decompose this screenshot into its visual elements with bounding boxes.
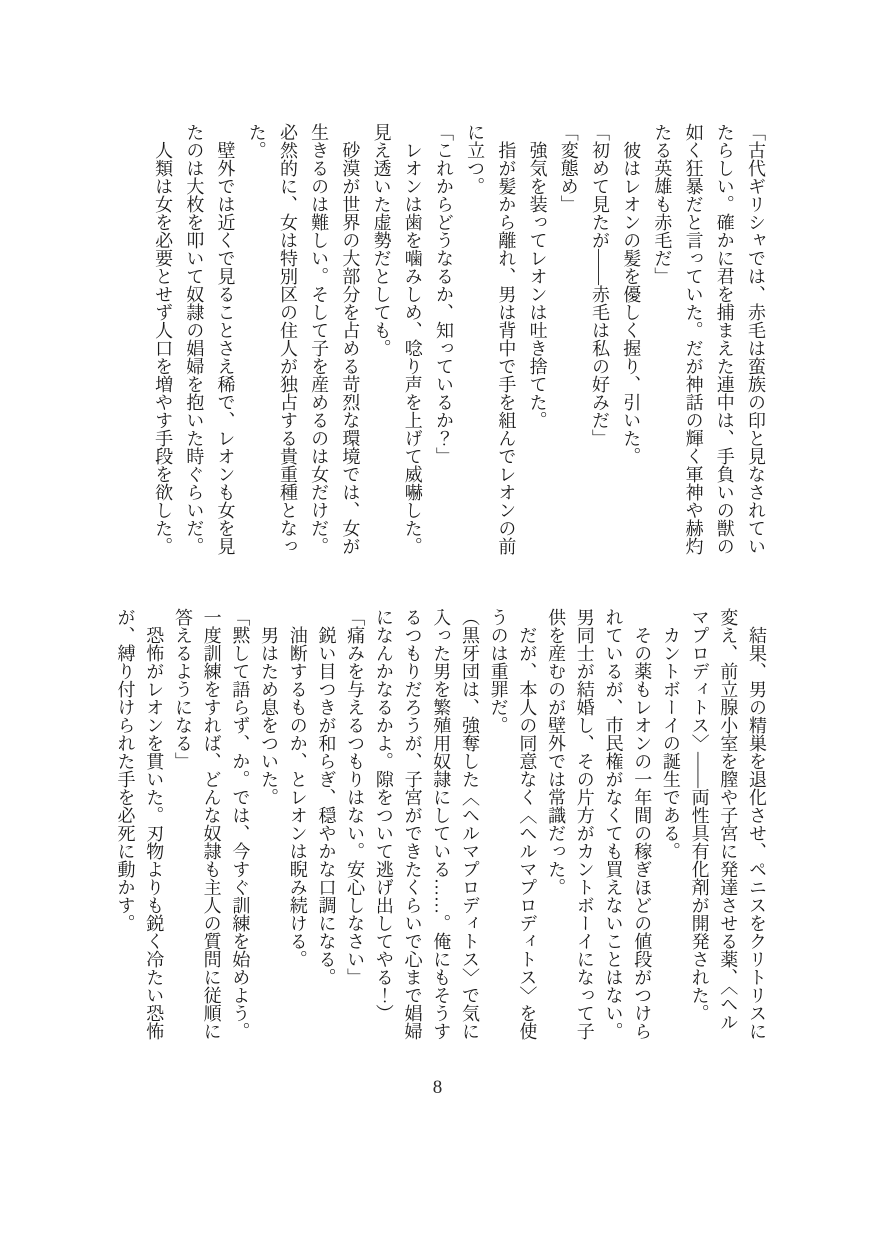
lower-text-block — [111, 608, 771, 1046]
paragraph: レオンは歯を噛みしめ、唸り声を上げて威嚇した。見え透いた虚勢だとしても。 — [371, 123, 423, 555]
paragraph: 鋭い目つきが和らぎ、穏やかな口調になる。 — [316, 608, 337, 986]
paragraph: 結果、男の精巣を退化させ、ペニスをクリトリスに変え、前立腺小室を膣や子宮に発達させる薬、〈ヘルマプロディトス〉――両性具有化剤が開発された。 — [689, 608, 767, 1040]
paragraph: 「初めて見たが――赤毛は私の好みだ」 — [589, 123, 610, 447]
paragraph: 男はため息をついた。 — [259, 608, 280, 806]
paragraph: 「痛みを与えるつもりはない。安心しなさい」 — [345, 608, 366, 986]
paragraph: カントボーイの誕生である。 — [660, 608, 681, 860]
paragraph: 指が髪から離れ、男は背中で手を組んでレオンの前に立つ。 — [465, 123, 517, 555]
paragraph: だが、本人の同意なく〈ヘルマプロディトス〉を使うのは重罪だ。 — [488, 608, 538, 1040]
paragraph: 砂漠が世界の大部分を占める苛烈な環境では、女が生きるのは難しい。そして子を産めるのは女だけだ。必然的に、女は特別区の住人が独占する貴重種となった。 — [246, 123, 361, 555]
upper-text-block — [147, 123, 771, 561]
paragraph: 恐怖がレオンを貫いた。刃物よりも鋭く冷たい恐怖が、縛り付けられた手を必死に動かす。 — [115, 608, 165, 1040]
paragraph: （黒牙団は、強奪した〈ヘルマプロディトス〉で気に入った男を繁殖用奴隷にしている……。俺にもそうするつもりだろうが、子宮ができたくらいで心まで娼婦になんかなるかよ。隙をついて逃げ出してやる！） — [373, 608, 480, 1040]
paragraph: 「黙して語らず、か。では、今すぐ訓練を始めよう。一度訓練をすれば、どんな奴隷も主人の質問に従順に答えるようになる」 — [172, 608, 251, 1040]
paragraph: 「これからどうなるか、知っているか？」 — [433, 123, 454, 465]
paragraph: 「古代ギリシャでは、赤毛は蛮族の印と見なされていたらしい。確かに君を捕まえた連中は、手負いの獣の如く狂暴だと言っていた。だが神話の輝く軍神や赫灼たる英雄も赤毛だ」 — [652, 123, 766, 555]
paragraph: 「変態め」 — [558, 123, 579, 213]
paragraph: 彼はレオンの髪を優しく握り、引いた。 — [621, 123, 642, 465]
paragraph: 油断するものか、とレオンは睨み続ける。 — [287, 608, 308, 968]
paragraph: 人類は女を必要とせず人口を増やす手段を欲した。 — [153, 123, 174, 555]
paragraph: 壁外では近くで見ることさえ稀で、レオンも女を見たのは大枚を叩いて奴隷の娼婦を抱いた時ぐらいだ。 — [184, 123, 236, 555]
paragraph: その薬もレオンの一年間の稼ぎほどの値段がつけられているが、市民権がなくても買えないことはない。男同士が結婚し、その片方がカントボーイになって子供を産むのが壁外では常識だった。 — [546, 608, 653, 1040]
page-number: 8 — [432, 1077, 443, 1098]
paragraph: 強気を装ってレオンは吐き捨てた。 — [527, 123, 548, 429]
